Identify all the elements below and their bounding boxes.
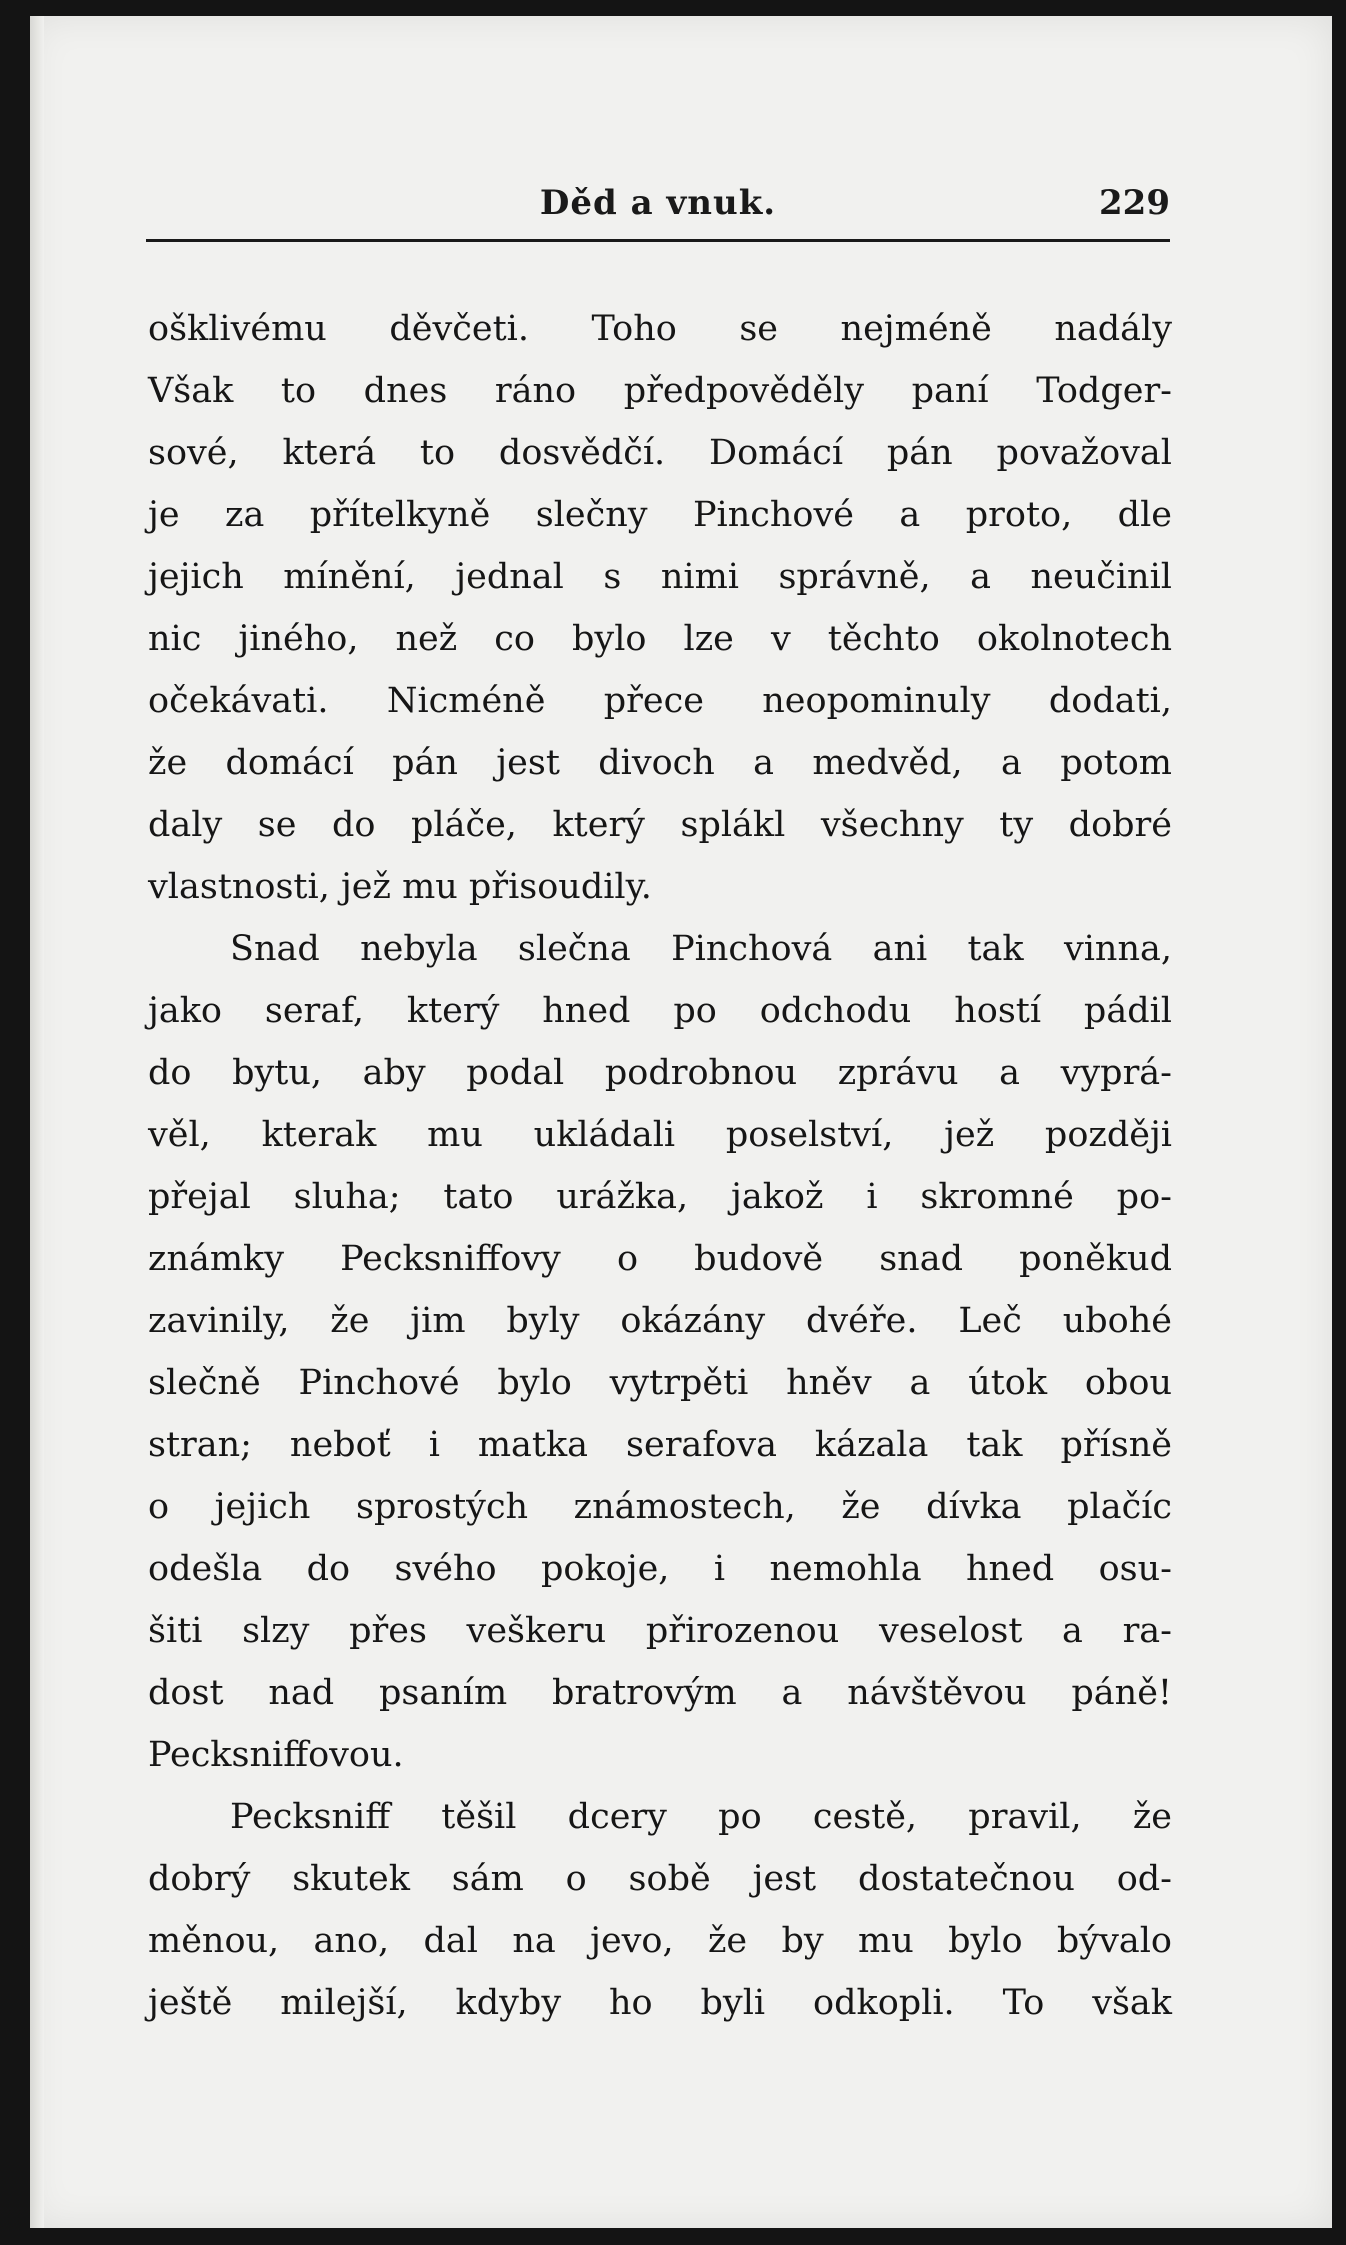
text-line: ošklivému děvčeti. Toho se nejméně nadály [148,309,1172,349]
text-line: dobrý skutek sám o sobě jest dostatečnou od- [148,1859,1172,1899]
text-line: dost nad psaním bratrovým a návštěvou páně! [148,1673,1172,1713]
text-line: je za přítelkyně slečny Pinchové a proto, dle [148,495,1172,535]
paragraph-3 [148,1786,1172,2034]
text-line: do bytu, aby podal podrobnou zprávu a vyprá- [148,1053,1172,1093]
text-line: jako seraf, který hned po odchodu hostí pádil [148,991,1172,1031]
text-line: zavinily, že jim byly okázány dvéře. Leč ubohé [148,1301,1172,1341]
text-line: o jejich sprostých známostech, že dívka plačíc [148,1487,1172,1527]
text-line: šiti slzy přes veškeru přirozenou veselost a ra- [148,1611,1172,1651]
running-header [146,173,1170,242]
text-line: Však to dnes ráno předpověděly paní Todger- [148,371,1172,411]
book-page [30,16,1332,2228]
text-line: Snad nebyla slečna Pinchová ani tak vinna, [230,929,1172,969]
page-gutter-shadow [30,16,44,2228]
text-line: Pecksniffovou. [148,1735,404,1775]
text-line: jejich mínění, jednal s nimi správně, a neučinil [148,557,1172,597]
paragraph-1 [148,298,1172,918]
text-line: nic jiného, než co bylo lze v těchto okolnotech [148,619,1172,659]
text-line: známky Pecksniffovy o budově snad poněkud [148,1239,1172,1279]
body-text [148,298,1172,2034]
text-line: vlastnosti, jež mu přisoudily. [148,867,652,907]
text-line: daly se do pláče, který splákl všechny ty dobré [148,805,1172,845]
paragraph-2 [148,918,1172,1786]
page-number: 229 [1099,183,1170,223]
text-line: ještě milejší, kdyby ho byli odkopli. To však [148,1983,1172,2023]
text-line: očekávati. Nicméně přece neopominuly dodati, [148,681,1172,721]
text-line: odešla do svého pokoje, i nemohla hned osu- [148,1549,1172,1589]
text-line: slečně Pinchové bylo vytrpěti hněv a útok obou [148,1363,1172,1403]
running-title: Děd a vnuk. [539,183,777,223]
text-line: že domácí pán jest divoch a medvěd, a potom [148,743,1172,783]
text-line: stran; neboť i matka serafova kázala tak přísně [148,1425,1172,1465]
text-line: věl, kterak mu ukládali poselství, jež později [148,1115,1172,1155]
text-line: měnou, ano, dal na jevo, že by mu bylo bývalo [148,1921,1172,1961]
text-line: sové, která to dosvědčí. Domácí pán považoval [148,433,1172,473]
text-line: přejal sluha; tato urážka, jakož i skromné po- [148,1177,1172,1217]
text-line: Pecksniff těšil dcery po cestě, pravil, že [230,1797,1172,1837]
